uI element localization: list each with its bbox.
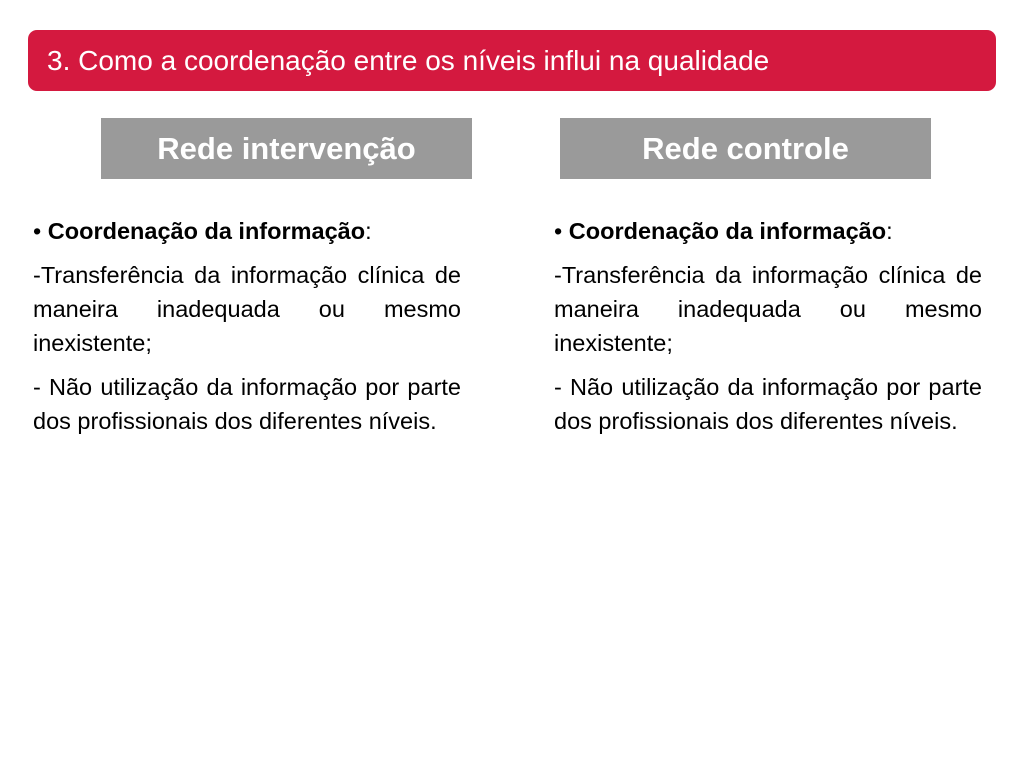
bullet-item <box>33 214 461 248</box>
column-rede-controle <box>554 214 982 448</box>
bullet-heading: Coordenação da informação <box>47 218 366 244</box>
paragraph-nao-utilizacao: - Não utilização da informação por parte dos profissionais dos diferentes níveis. <box>554 374 982 434</box>
bullet-marker: • <box>33 218 42 244</box>
bullet-item <box>554 214 982 248</box>
paragraph-transferencia: -Transferência da informação clínica de maneira inadequada ou mesmo inexistente; <box>554 262 982 356</box>
paragraph-nao-utilizacao: - Não utilização da informação por parte dos profissionais dos diferentes níveis. <box>33 374 461 434</box>
bullet-heading: Coordenação da informação <box>568 218 887 244</box>
bullet-suffix: : <box>886 218 893 244</box>
header-rede-controle: Rede controle <box>560 118 931 179</box>
slide-title: 3. Como a coordenação entre os níveis influi na qualidade <box>47 44 770 76</box>
column-rede-intervencao <box>33 214 461 448</box>
title-bar <box>28 30 996 91</box>
header-rede-intervencao: Rede intervenção <box>101 118 472 179</box>
bullet-marker: • <box>554 218 563 244</box>
bullet-suffix: : <box>365 218 372 244</box>
paragraph-transferencia: -Transferência da informação clínica de maneira inadequada ou mesmo inexistente; <box>33 262 461 356</box>
